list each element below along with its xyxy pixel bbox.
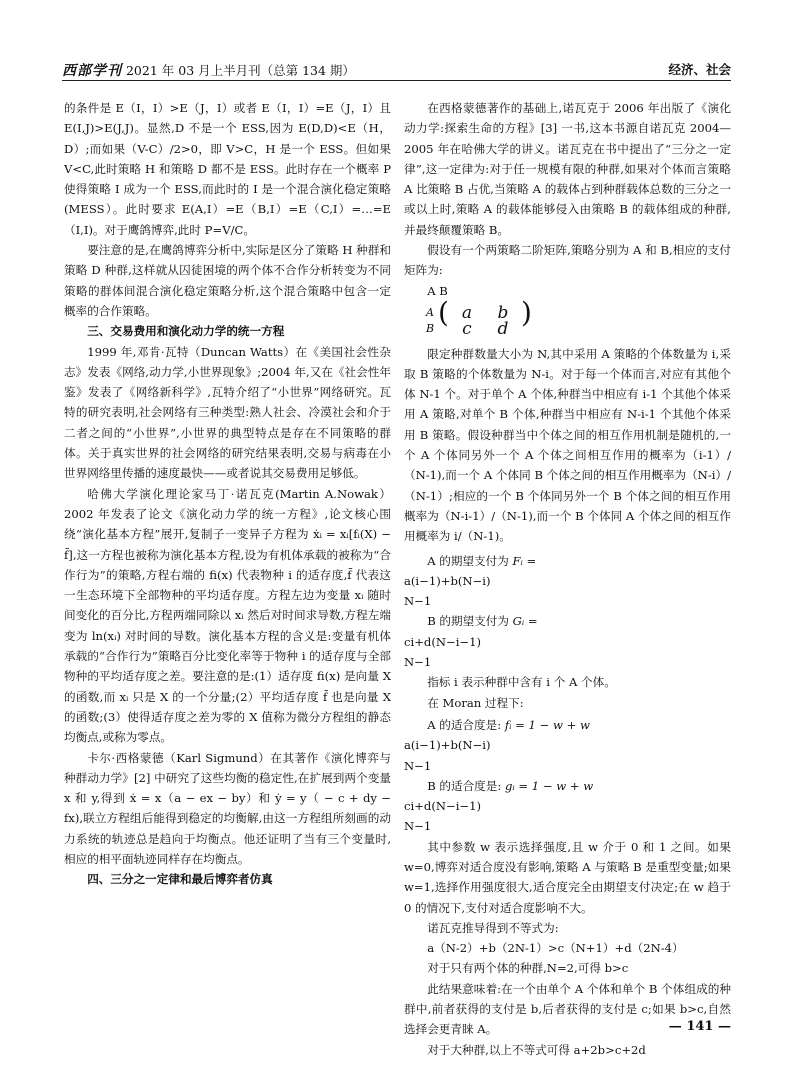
paragraph: 其中参数 w 表示选择强度,且 w 介于 0 和 1 之间。如果 w=0,博弈对适合度没有影响,策略 A 与策略 B 是重型变量;如果 w=1,选择作用强度很大,适合度完全由期望支付决定;在 w 趋于 0 的情况下,支付对适合度影响不大。	[404, 839, 731, 915]
left-column	[64, 98, 391, 890]
equation-fitness-b: B 的适合度是: gᵢ = 1 − w + w	[427, 778, 594, 793]
header-rule	[62, 80, 731, 81]
paragraph: 在 Moran 过程下:	[427, 695, 524, 710]
matrix-cell: a	[461, 302, 472, 323]
page-header	[62, 58, 731, 80]
inequality: a（N-2）+b（2N-1）>c（N+1）+d（2N-4）	[427, 941, 684, 956]
journal-issue-line	[62, 60, 355, 80]
paragraph: 在西格蒙德著作的基础上,诺瓦克于 2006 年出版了《演化动力学:探索生命的方程》[3] 一书,这本书源自诺瓦克 2004—2005 年在哈佛大学的讲义。诺瓦克在书中提出了“三分之一定律”,这一定律为:对于任一规模有限的种群,如果对个体而言策略 A 比策略 B 占优,当策略 A 的载体占到种群载体总数的三分之一或以上时,策略 A 的载体能够侵入由策略 B 的载体组成的种群,并最终颠覆策略 B。	[404, 101, 731, 237]
matrix-row-label: A	[426, 305, 434, 319]
payoff-matrix	[404, 296, 731, 340]
matrix-cell: c	[462, 319, 472, 340]
paragraph: 1999 年,邓肯·瓦特（Duncan Watts）在《美国社会性杂志》发表《网络,动力学,小世界现象》;2004 年,又在《社会性年鉴》发表了《网络新科学》,瓦特介绍了“小世界”网络研究。瓦特的研究表明,社会网络有三种类型:熟人社会、冷漠社会和介于二者之间的“小世界”,小世界的典型特点是存在不同策略的群体。关于真实世界的社会网络的研究结果表明,交易与病毒在小世界网络里传播的速度最快——或者说其交易费用足够低。	[64, 344, 391, 481]
right-paren: )	[520, 296, 532, 330]
matrix-cell: d	[497, 319, 509, 340]
paragraph: 指标 i 表示种群中含有 i 个 A 个体。	[427, 675, 616, 690]
equation-gi: B 的期望支付为 Gᵢ =	[427, 614, 538, 629]
paragraph: 此结果意味着:在一个由单个 A 个体和单个 B 个体组成的种群中,前者获得的支付是 b,后者获得的支付是 c;如果 b>c,自然选择会更青睐 A。	[404, 981, 731, 1037]
paragraph: 限定种群数量大小为 N,其中采用 A 策略的个体数量为 i,采取 B 策略的个体数量为 N-i。对于每一个体而言,对应有其他个体 N-1 个。对于单个 A 个体,种群当中相应有 i-1 个其他个体采用 A 策略,对单个 B 个体,种群当中相应有 N-i-1 个其他个体采用 B 策略。假设种群当中个体之间的相互作用机制是随机的,一个 A 个体同另外一个 A 个体之间相互作用的概率为（i-1）/（N-1),而一个 A 个体同 B 个体之间的相互作用概率为（N-i）/（N-1）;相应的一个 B 个体同另外一个 B 个体之间的相互作用概率为（N-i-1）/（N-1),而一个 B 个体同 A 个体之间的相互作用概率为 i/（N-1)。	[404, 346, 731, 544]
page-number: — 141 —	[668, 1019, 731, 1034]
section-name: 经济、社会	[668, 62, 731, 77]
matrix-cell: b	[497, 302, 509, 323]
paragraph: 对于大种群,以上不等式可得 a+2b>c+2d	[427, 1042, 646, 1057]
section-heading: 四、三分之一定律和最后博弈者仿真	[87, 872, 273, 887]
matrix-row-label: B	[426, 322, 435, 336]
paragraph: 诺瓦克推导得到不等式为:	[427, 920, 559, 935]
journal-logo: 西部学刊	[62, 63, 122, 79]
right-column: 在西格蒙德著作的基础上,诺瓦克于 2006 年出版了《演化动力学:探索生命的方程》[3] 一书,这本书源自诺瓦克 2004—2005 年在哈佛大学的讲义。诺瓦克在书中提出了“三分之一定律”,这一定律为:对于任一规模有限的种群,如果对个体而言策略 A 比策略 B 占优,当策略 A 的载体占到种群载体总数的三分之一或以上时,策略 A 的载体能够侵入由策略 B 的载体组成的种群,并最终颠覆策略 B。 假设有一个两策略二阶矩阵,策略分别为 A 和 B,相应的支付矩阵为: A B A ( a b ) B c d 限定种群数量大小为 N,其中采用 A 策略的个体数量为 i,采取 B 策略的个体数量为 N-i。对于每一个体而言,对应有其他个体 N-1 个。对于单个 A 个体,种群当中相应有 i-1 个其他个体采用 A 策略,对单个 B 个体,种群当中相应有 N-i-1 个其他个体采用 B 策略。假设种群当中个体之间的相互作用机制是随机的,一个 A 个体同另外一个 A 个体之间相互作用的概率为（i-1）/（N-1),而一个 A 个体同 B 个体之间的相互作用概率为（N-i）/（N-1）;相应的一个 B 个体同另外一个 B 个体之间的相互作用概率为（N-i-1）/（N-1),而一个 B 个体同 A 个体之间的相互作用概率为 i/（N-1)。 A 的期望支付为 Fᵢ = a(i−1)+b(N−i) N−1 B 的期望支付为 Gᵢ = ci+d(N−i−1) N−1 指标 i 表示种群中含有 i 个 A 个体。 在 Moran 过程下: A 的适合度是: fᵢ = 1 − w + w a(i−1)+b(N−i) N−1 B 的适合度是: gᵢ = 1 − w + w ci+d(N−i−1) N−1 其中参数 w 表示选择强度,且 w 介于 0 和 1 之间。如果 w=0,博弈对适合度没有影响,策略 A 与策略 B 是重型变量;如果 w=1,选择作用强度很大,适合度完全由期望支付决定;在 w 趋于 0 的情况下,支付对适合度影响不大。 诺瓦克推导得到不等式为: a（N-2）+b（2N-1）>c（N+1）+d（2N-4） 对于只有两个体的种群,N=2,可得 b>c 此结果意味着:在一个由单个 A 个体和单个 B 个体组成的种群中,前者获得的支付是 b,后者获得的支付是 c;如果 b>c,自然选择会更青睐 A。 对于大种群,以上不等式可得 a+2b>c+2d	[404, 98, 731, 1060]
paragraph: 要注意的是,在鹰鸽博弈分析中,实际是区分了策略 H 种群和策略 D 种群,这样就从囚徒困境的两个体不合作分析转变为不同策略的群体间混合演化稳定策略分析,这个混合策略中包含一定概率的合作策略。	[64, 243, 391, 318]
paragraph: 的条件是 E（I，I）>E（J，I）或者 E（I，I）=E（J，I）且 E(I,J)>E(J,J)。显然,D 不是一个 ESS,因为 E(D,D)<E（H，D）;而如果（V-C）/2>0，即 V>C，H 是一个 ESS。但如果 V<C,此时策略 H 和策略 D 都不是 ESS。此时存在一个概率 P 使得策略 I 成为一个 ESS,而此时的 I 是一个混合演化稳定策略(MESS）。此时要求 E(A,I）=E（B,I）=E（C,I）=…=E（I,I)。对于鹰鸽博弈,此时 P=V/C。	[64, 101, 391, 237]
paragraph: 卡尔·西格蒙德（Karl Sigmund）在其著作《演化博弈与种群动力学》[2] 中研究了这些均衡的稳定性,在扩展到两个变量 x 和 y,得到 ẋ = x（a − ex − by）和 ẏ = y（ − c + dy − fx),联立方程组后能得到稳定的均衡解,由这一方程组所刻画的动力系统的轨迹总是趋向于均衡点。他还证明了当有三个变量时,相应的相平面轨迹同样存在均衡点。	[64, 750, 391, 866]
paragraph: 哈佛大学演化理论家马丁·诺瓦克(Martin A.Nowak）2002 年发表了论文《演化动力学的统一方程》,论文核心围绕“演化基本方程”展开,复制子一变异子方程为 ẋᵢ = xᵢ[fᵢ(X) − f̄],这一方程也被称为演化基本方程,设为有机体承载的被称为“合作行为”的策略,方程右端的 fi(x) 代表物种 i 的适存度,f̄ 代表这一生态环境下全部物种的平均适存度。方程左边为变量 xᵢ 随时间变化的百分比,方程两端同除以 xᵢ 然后对时间求导数,方程左端变为 ln(xᵢ) 对时间的导数。演化基本方程的含义是:变量有机体承载的“合作行为”策略百分比变化率等于物种 i 的适存度与全部物种的平均适存度之差。要注意的是:(1）适存度 fi(x) 是向量 X 的函数,而 xᵢ 只是 X 的一个分量;(2）平均适存度 f̄ 也是向量 X 的函数;(3）使得适存度之差为零的 X 值称为微分方程组的静态均衡点,或称为零点。	[64, 486, 391, 745]
issue-info: 2021 年 03 月上半月刊（总第 134 期）	[125, 63, 355, 78]
paragraph: 对于只有两个体的种群,N=2,可得 b>c	[427, 961, 629, 976]
matrix-row	[426, 319, 731, 339]
equation-fi: A 的期望支付为 Fᵢ =	[427, 553, 537, 568]
section-heading: 三、交易费用和演化动力学的统一方程	[87, 324, 285, 339]
left-paren: (	[438, 296, 449, 330]
equation-fitness-a: A 的适合度是: fᵢ = 1 − w + w	[427, 717, 590, 732]
matrix-header: A B	[427, 283, 448, 298]
paragraph: 假设有一个两策略二阶矩阵,策略分别为 A 和 B,相应的支付矩阵为:	[404, 243, 731, 278]
